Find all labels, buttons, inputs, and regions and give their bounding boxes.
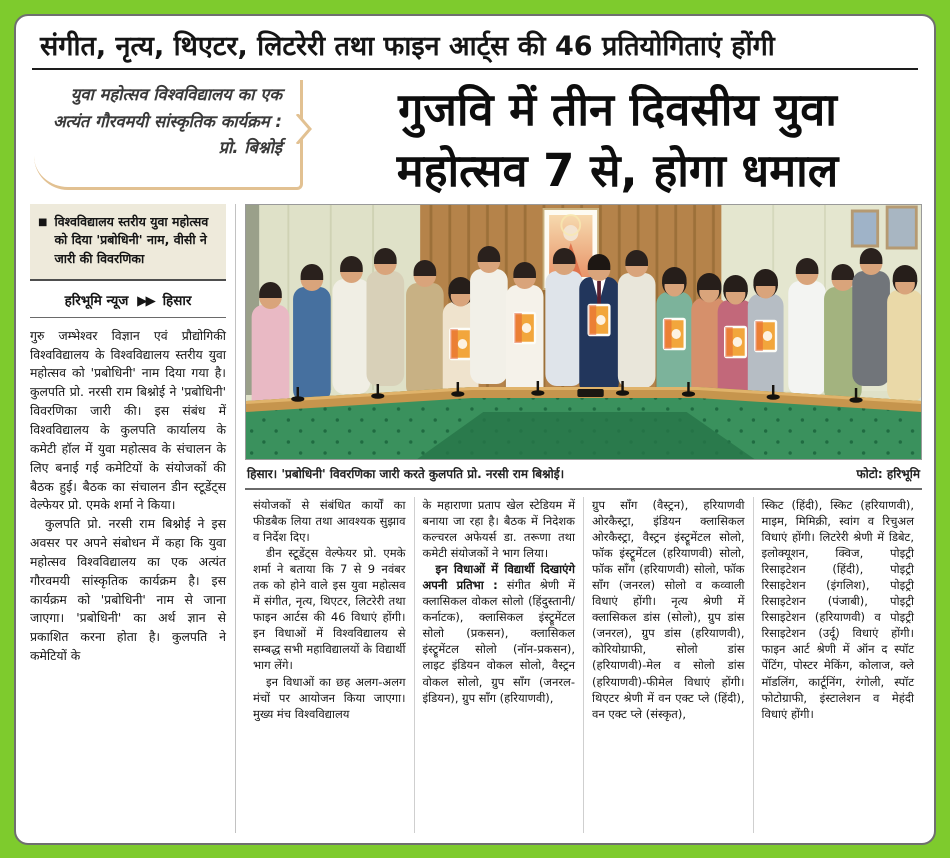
highlight-text: विश्वविद्यालय स्तरीय युवा महोत्सव को दिया 'प्रबोधिनी' नाम, वीसी ने जारी की विवरणिका [54, 213, 209, 266]
photo-credit: फोटो: हरिभूमि [856, 466, 920, 481]
paragraph [423, 561, 576, 706]
quote-bubble [34, 80, 303, 190]
paragraph: संयोजकों से संबंधित कार्यों का फीडबैक लिया तथा आवश्यक सुझाव व निर्देश दिए। [253, 497, 406, 544]
news-photo [245, 204, 922, 460]
main-column-area [245, 204, 922, 834]
quote-tail-icon [296, 114, 312, 153]
square-bullet-icon: ■ [38, 216, 48, 228]
paragraph: के महाराणा प्रताप खेल स्टेडियम में बनाया जा रहा है। बैठक में निदेशक कल्चरल अफेयर्स डा. तरूणा तथा कमेटी संयोजकों ने भाग लिया। [422, 497, 575, 560]
headline-row [16, 74, 934, 204]
paragraph: ग्रुप सॉंग (वैस्ट्रन), हरियाणवी ओरकैस्ट्रा, इंडियन क्लासिकल ओरकैस्ट्रा, वैस्ट्रन इंस्ट्रूमेंटल सोलो, फॉक इंस्ट्रूमेंटल (हरियाणवी) सोलो, फॉक सॉंग (हरियाणवी) सोलो, फॉक सॉंग (जनरल) सोलो व कव्वाली विधाएं होंगी। नृत्य श्रेणी में क्लासिकल डांस (सोलो), ग्रुप डांस (जनरल), ग्रुप डांस (हरियाणवी), कोरियोग्राफी, सोलो डांस (हरियाणवी)-मेल व सोलो डांस (हरियाणवी)-फीमेल विधाएं होंगी। थिएटर श्रेणी में वन एक्ट प्ले (हिंदी), वन एक्ट प्ले (संस्कृत), [592, 497, 745, 721]
article-columns [245, 490, 922, 834]
column-4 [753, 497, 923, 834]
column-2 [414, 497, 584, 834]
paragraph: गुरु जम्भेश्वर विज्ञान एवं प्रौद्योगिकी विश्वविद्यालय के विश्वविद्यालय स्तरीय युवा महोत्सव को 'प्रबोधिनी' नाम दिया गया है। कुलपति प्रो. नरसी राम बिश्नोई ने 'प्रबोधिनी' विवरणिका जारी की। इस संबंध में विश्वविद्यालय के कुलपति कार्यालय के कमेटी हॉल में युवा महोत्सव के संचालन के लिए बनाई गई कमेटियों के संयोजकों की बैठक हुई। बैठक का संचालन डीन स्टूडेंट्स वेल्फेयर प्रो. एमके शर्मा ने किया। [30, 327, 226, 513]
newspaper-page [14, 14, 936, 845]
headline-underline [32, 68, 918, 70]
highlight-box [30, 204, 226, 281]
byline-agency: हरिभूमि न्यूज [64, 292, 129, 309]
column-3 [583, 497, 753, 834]
table-console [577, 389, 603, 397]
paragraph: कुलपति प्रो. नरसी राम बिश्नोई ने इस अवसर पर अपने संबोधन में कहा कि युवा महोत्सव विश्वविद्यालय का एक अत्यंत गौरवमयी सांस्कृतिक कार्यक्रम है। इस कार्यक्रम को 'प्रबोधिनी' नाम से जाना जाएगा। 'प्रबोधिनी' का अर्थ ज्ञान से प्रकाशित करना होता है। कुलपति ने कमेटियों के [30, 516, 226, 664]
paragraph-text: संगीत श्रेणी में क्लासिकल वोकल सोलो (हिंदुस्तानी/कर्नाटक), क्लासिकल इंस्ट्रूमेंटल सोलो (प्रकसन), क्लासिकल इंस्ट्रूमेंटल सोलो (नॉन-प्रकसन), लाइट इंडियन वोकल सोलो, वैस्ट्रन वोकल सोलो, ग्रुप सॉंग (जनरल-इंडियन), ग्रुप सॉंग (हरियाणवी), [422, 577, 576, 705]
photo-caption: हिसार। 'प्रबोधिनी' विवरणिका जारी करते कुलपति प्रो. नरसी राम बिश्नोई। [247, 466, 565, 481]
left-column [30, 204, 236, 834]
paragraph: स्किट (हिंदी), स्किट (हरियाणवी), माइम, मिमिक्री, स्वांग व रिचुअल विधाएं होंगी। लिटरेरी श्रेणी में डिबेट, इलोक्यूशन, क्विज, पोइट्री रिसाइटेशन (हिंदी), पोइट्री रिसाइटेशन (इंगलिश), पोइट्री रिसाइटेशन (पंजाबी), पोइट्री रिसाइटेशन (हरियाणवी) व पोइट्री रिसाइटेशन (उर्दू) विधाएं होंगी। फाइन आर्ट श्रेणी में ऑन द स्पॉट पेंटिंग, पोस्टर मेकिंग, कोलाज, क्ले मॉडलिंग, कार्टूनिंग, रंगोली, स्पॉट फोटोग्राफी, इंस्टालेशन व मेहंदी विधाएं होंगी। [761, 497, 914, 721]
main-headline-line1: गुजवि में तीन दिवसीय युवा [398, 83, 837, 136]
quote-attribution: प्रो. बिश्नोई [218, 138, 282, 158]
main-headline [313, 78, 922, 202]
paragraph: इन विधाओं का छह अलग-अलग मंचों पर आयोजन किया जाएगा। मुख्य मंच विश्वविद्यालय [253, 674, 406, 721]
news-photo-illustration [246, 205, 921, 459]
quote-text: युवा महोत्सव विश्वविद्यालय का एक अत्यंत गौरवमयी सांस्कृतिक कार्यक्रम : [52, 85, 282, 131]
paragraph: डीन स्टूडेंट्स वेल्फेयर प्रो. एमके शर्मा ने बताया कि 7 से 9 नवंबर तक को होने वाले इस युवा महोत्सव में संगीत, नृत्य, थिएटर, लिटरेरी तथा फाइन आर्टस की 46 विधाएं होंगी। इन विधाओं में विश्वविद्यालय से सम्बद्ध सभी महाविद्यालयों के विद्यार्थी भाग लेंगे। [253, 545, 406, 673]
main-headline-line2: महोत्सव 7 से, होगा धमाल [396, 143, 839, 197]
left-column-text [30, 327, 226, 666]
photo-caption-row [245, 460, 922, 490]
top-strip-headline: संगीत, नृत्य, थिएटर, लिटरेरी तथा फाइन आर्ट्स की 46 प्रतियोगिताएं होंगी [40, 31, 775, 62]
byline [30, 281, 226, 318]
byline-arrows-icon: ▶▶ [137, 292, 154, 309]
column-1 [245, 497, 414, 834]
article-body [16, 204, 934, 844]
bold-lead-in: इन विधाओं में विद्यार्थी दिखाएंगे अपनी प्रतिभा : [422, 561, 575, 592]
byline-location: हिसार [162, 292, 192, 309]
